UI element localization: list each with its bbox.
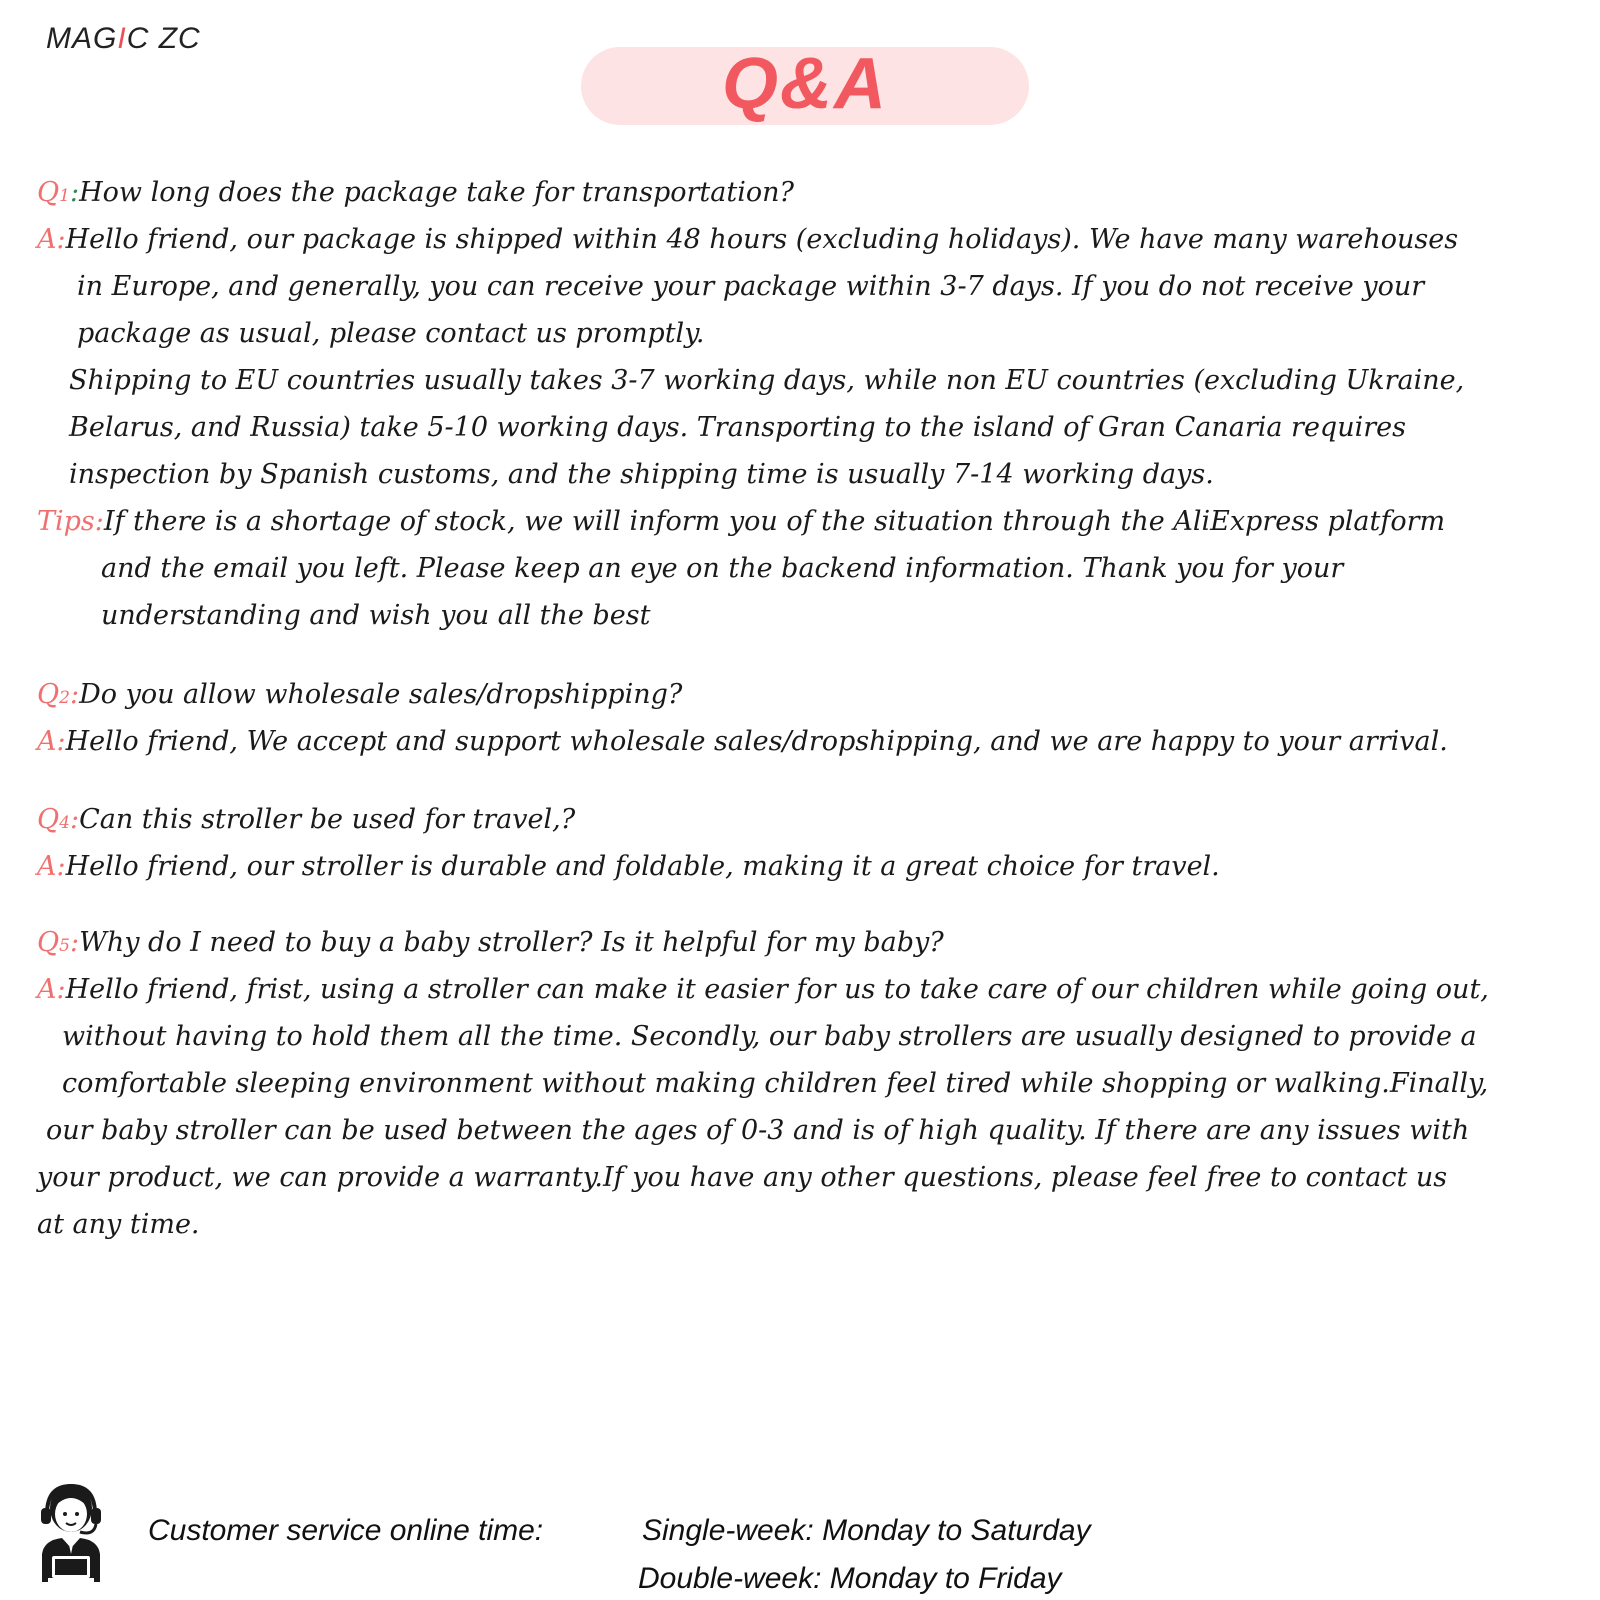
page-title: Q&A bbox=[722, 44, 888, 124]
title-banner bbox=[581, 44, 1029, 125]
question-4: Q4:Can this stroller be used for travel,? bbox=[37, 804, 576, 835]
answer-5-line-4: our baby stroller can be used between the ages of 0-3 and is of high quality. If there are any issues with bbox=[46, 1115, 1470, 1146]
answer-1-line-3: package as usual, please contact us promptly. bbox=[77, 318, 705, 349]
tips-line-2: and the email you left. Please keep an eye on the backend information. Thank you for your bbox=[101, 553, 1344, 584]
answer-5-line-3: comfortable sleeping environment without making children feel tired while shopping or walking.Finally, bbox=[62, 1068, 1489, 1099]
tips-line-3: understanding and wish you all the best bbox=[101, 600, 651, 631]
a4-label: A: bbox=[37, 851, 66, 882]
a5-label: A: bbox=[37, 974, 66, 1005]
answer-1-line-6: inspection by Spanish customs, and the shipping time is usually 7-14 working days. bbox=[69, 459, 1214, 490]
a1-label: A: bbox=[37, 224, 66, 255]
customer-service-agent-icon bbox=[38, 1478, 104, 1584]
answer-5-line-6: at any time. bbox=[37, 1209, 200, 1240]
answer-1-line-4: Shipping to EU countries usually takes 3-7 working days, while non EU countries (excluding Ukraine, bbox=[69, 365, 1465, 396]
brand-logo: MAGIC ZC bbox=[46, 22, 201, 55]
answer-5-line-2: without having to hold them all the time. Secondly, our baby strollers are usually designed to provide a bbox=[62, 1021, 1477, 1052]
tips-label: Tips: bbox=[37, 506, 104, 537]
question-2: Q2:Do you allow wholesale sales/dropshipping? bbox=[37, 679, 683, 710]
q2-label: Q2 bbox=[37, 679, 70, 710]
question-5: Q5:Why do I need to buy a baby stroller? Is it helpful for my baby? bbox=[37, 927, 944, 958]
service-hours-double-week: Double-week: Monday to Friday bbox=[638, 1562, 1062, 1595]
service-hours-single-week: Single-week: Monday to Saturday bbox=[642, 1514, 1091, 1547]
answer-2-line-1: A:Hello friend, We accept and support wholesale sales/dropshipping, and we are happy to your arrival. bbox=[37, 726, 1448, 757]
tips-line-1: Tips:If there is a shortage of stock, we will inform you of the situation through the AliExpress platform bbox=[37, 506, 1446, 537]
a2-label: A: bbox=[37, 726, 66, 757]
q4-label: Q4 bbox=[37, 804, 70, 835]
q1-label: Q1 bbox=[37, 177, 70, 208]
question-1: Q1:How long does the package take for transportation? bbox=[37, 177, 794, 208]
q5-label: Q5 bbox=[37, 927, 70, 958]
answer-1-line-2: in Europe, and generally, you can receive your package within 3-7 days. If you do not receive your bbox=[77, 271, 1425, 302]
answer-5-line-5: your product, we can provide a warranty.If you have any other questions, please feel free to contact us bbox=[37, 1162, 1448, 1193]
answer-1-line-5: Belarus, and Russia) take 5-10 working days. Transporting to the island of Gran Canaria requires bbox=[69, 412, 1406, 443]
answer-1-line-1: A:Hello friend, our package is shipped within 48 hours (excluding holidays). We have many warehouses bbox=[37, 224, 1459, 255]
answer-4-line-1: A:Hello friend, our stroller is durable and foldable, making it a great choice for travel. bbox=[37, 851, 1220, 882]
answer-5-line-1: A:Hello friend, frist, using a stroller can make it easier for us to take care of our children while going out, bbox=[37, 974, 1489, 1005]
service-hours-label: Customer service online time: bbox=[148, 1514, 544, 1547]
